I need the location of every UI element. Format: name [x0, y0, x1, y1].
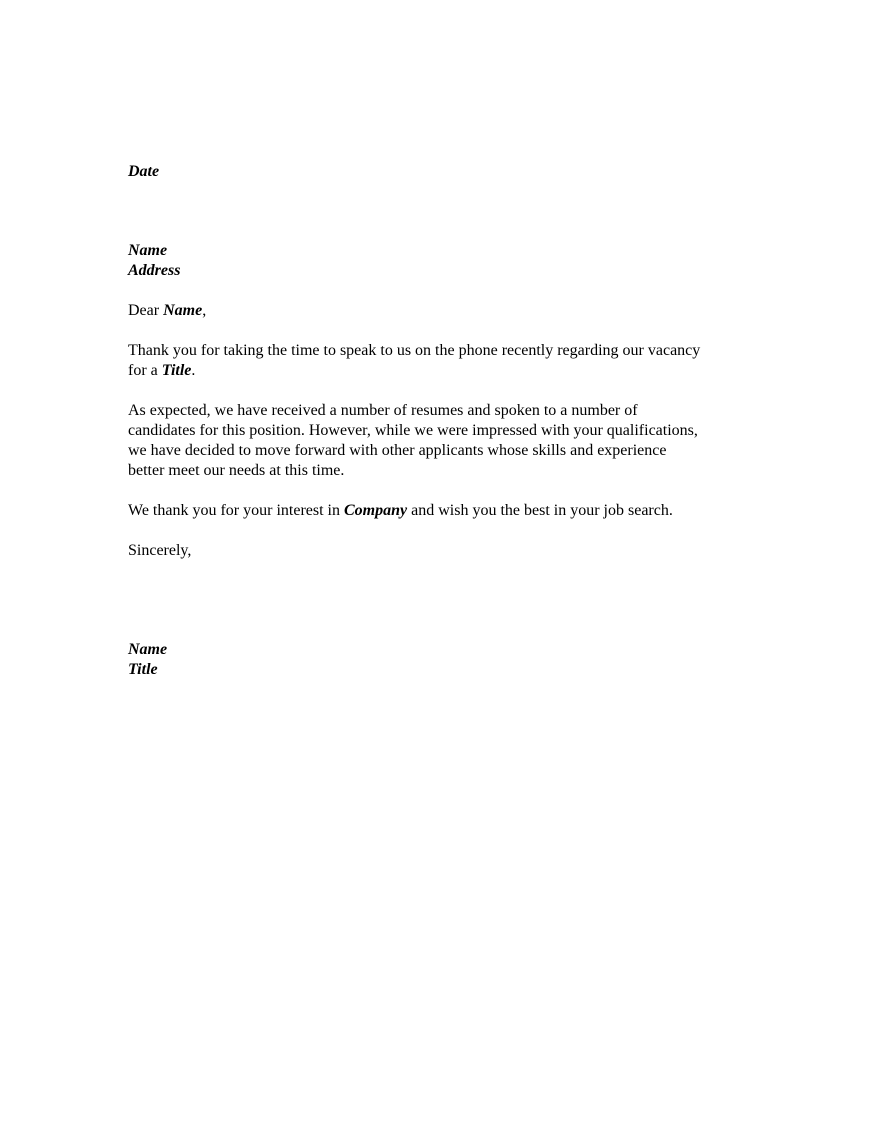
recipient-block: [128, 241, 748, 281]
salutation: [128, 301, 748, 321]
spacer: [128, 381, 748, 401]
spacer: [128, 321, 748, 341]
paragraph-line: [128, 361, 748, 381]
salutation-prefix: Dear: [128, 302, 164, 319]
spacer: [128, 481, 748, 501]
spacer: [128, 182, 748, 241]
paragraph-line: Thank you for taking the time to speak to us on the phone recently regarding our vacancy: [128, 342, 701, 359]
salutation-suffix: ,: [202, 302, 207, 319]
line-suffix: and wish you the best in your job search.: [407, 502, 673, 519]
recipient-address-placeholder: Address: [128, 262, 181, 279]
signer-name-placeholder: Name: [128, 641, 168, 658]
spacer: [128, 281, 748, 301]
line-suffix: .: [191, 362, 196, 379]
paragraph-closing-wish: [128, 501, 748, 521]
position-title-placeholder: Title: [161, 362, 192, 379]
recipient-name-placeholder: Name: [128, 242, 168, 259]
spacer: [128, 521, 748, 541]
signer-title-placeholder: Title: [128, 661, 158, 678]
signature-block: [128, 640, 748, 680]
paragraph-decision: [128, 401, 748, 481]
line-prefix: We thank you for your interest in: [128, 502, 344, 519]
company-placeholder: Company: [344, 502, 408, 519]
letter-body: [128, 162, 748, 680]
paragraph-line: better meet our needs at this time.: [128, 462, 345, 479]
salutation-name-placeholder: Name: [163, 302, 203, 319]
signature-space: [128, 561, 748, 640]
closing: Sincerely,: [128, 542, 192, 559]
paragraph-line: candidates for this position. However, while we were impressed with your qualifications,: [128, 422, 698, 439]
line-prefix: for a: [128, 362, 162, 379]
paragraph-thank-you: [128, 341, 748, 381]
paragraph-line: As expected, we have received a number of resumes and spoken to a number of: [128, 402, 638, 419]
paragraph-line: we have decided to move forward with other applicants whose skills and experience: [128, 442, 667, 459]
date-placeholder: Date: [128, 163, 160, 180]
